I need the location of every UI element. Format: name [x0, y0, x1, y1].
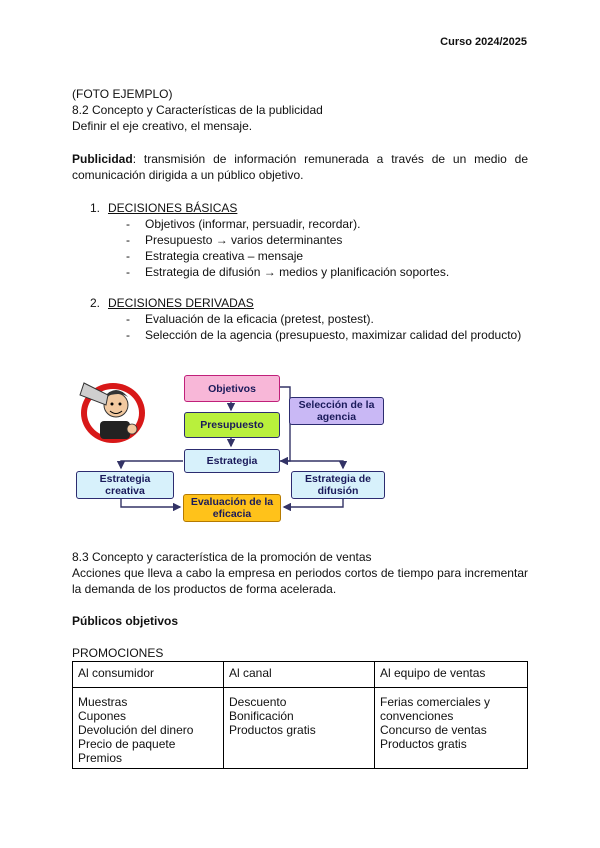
list-item: - Presupuesto → varios determinantes	[126, 233, 343, 247]
list-item: - Estrategia de difusión → medios y planificación soportes.	[126, 265, 450, 279]
promociones-title: PROMOCIONES	[72, 646, 164, 660]
publicos-objetivos-title: Públicos objetivos	[72, 614, 179, 628]
publicidad-term: Publicidad	[72, 152, 133, 166]
basic-decisions-heading	[90, 200, 237, 216]
basic-decisions-title: DECISIONES BÁSICAS	[108, 201, 238, 215]
course-label: Curso 2024/2025	[440, 36, 527, 48]
table-header-row	[73, 662, 528, 688]
megaphone-mascot-icon	[80, 383, 145, 443]
presupuesto-box: Presupuesto	[184, 412, 280, 438]
seleccion-agencia-box: Selección de la agencia	[289, 397, 384, 425]
canal-cell: Descuento Bonificación Productos gratis	[224, 688, 375, 769]
section-8-3-title: 8.3 Concepto y característica de la promoción de ventas	[72, 550, 372, 564]
creative-axis-note: Definir el eje creativo, el mensaje.	[72, 119, 253, 133]
promocion-definition: Acciones que lleva a cabo la empresa en periodos cortos de tiempo para incrementar la demanda de los productos de forma acelerada.	[72, 566, 528, 596]
publicidad-definition	[72, 151, 528, 183]
advertising-decisions-diagram	[70, 365, 400, 525]
objetivos-box: Objetivos	[184, 375, 280, 402]
consumidor-cell: Muestras Cupones Devolución del dinero Precio de paquete Premios	[73, 688, 224, 769]
evaluacion-eficacia-box: Evaluación de la eficacia	[183, 494, 281, 522]
equipo-ventas-cell: Ferias comerciales y convenciones Concurso de ventas Productos gratis	[375, 688, 528, 769]
list-item: - Estrategia creativa – mensaje	[126, 249, 304, 263]
list-item: - Selección de la agencia (presupuesto, maximizar calidad del producto)	[126, 328, 522, 342]
list-number: 2.	[90, 296, 101, 310]
list-number: 1.	[90, 201, 101, 215]
photo-example-note: (FOTO EJEMPLO)	[72, 87, 173, 101]
promociones-table	[72, 661, 528, 769]
header-cell: Al canal	[224, 662, 375, 688]
publicidad-definition-text: : transmisión de información remunerada a través de un medio de comunicación dirigida a un público objetivo.	[72, 152, 528, 182]
derived-decisions-heading	[90, 295, 254, 311]
header-cell: Al equipo de ventas	[375, 662, 528, 688]
estrategia-box: Estrategia	[184, 449, 280, 473]
estrategia-creativa-box: Estrategia creativa	[76, 471, 174, 499]
derived-decisions-title: DECISIONES DERIVADAS	[108, 296, 254, 310]
list-item: - Objetivos (informar, persuadir, recordar).	[126, 217, 361, 231]
list-item: - Evaluación de la eficacia (pretest, postest).	[126, 312, 374, 326]
estrategia-difusion-box: Estrategia de difusión	[291, 471, 385, 499]
basic-decisions-list	[126, 216, 449, 280]
header-cell: Al consumidor	[73, 662, 224, 688]
section-8-2-title: 8.2 Concepto y Características de la publicidad	[72, 103, 323, 117]
derived-decisions-list	[126, 311, 521, 343]
table-row	[73, 688, 528, 769]
